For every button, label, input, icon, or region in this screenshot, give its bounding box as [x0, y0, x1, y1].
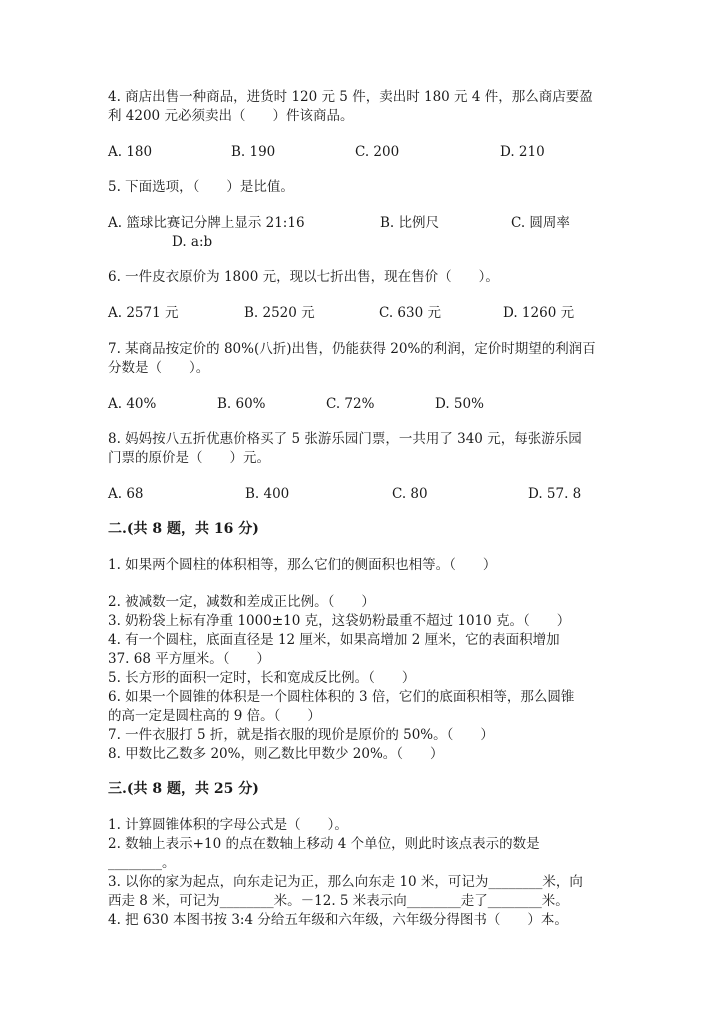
q6-option-b: B. 2520 元: [244, 305, 315, 321]
section2-line: 7. 一件衣服打 5 折，就是指衣服的现价是原价的 50%。（ ）: [108, 727, 494, 743]
section3-line: 2. 数轴上表示+10 的点在数轴上移动 4 个单位，则此时该点表示的数是: [108, 836, 540, 852]
q8-line1: 8. 妈妈按八五折优惠价格买了 5 张游乐园门票，一共用了 340 元，每张游乐园: [108, 431, 582, 447]
q6-option-d: D. 1260 元: [503, 305, 575, 321]
section2-line: 8. 甲数比乙数多 20%，则乙数比甲数少 20%。（ ）: [108, 746, 444, 762]
q7-option-d: D. 50%: [435, 396, 484, 412]
q7-option-c: C. 72%: [326, 396, 375, 412]
section3-line: 4. 把 630 本图书按 3:4 分给五年级和六年级，六年级分得图书（ ）本。: [108, 912, 568, 928]
q7-line2: 分数是（ ）。: [108, 360, 210, 376]
q6-option-a: A. 2571 元: [108, 305, 179, 321]
q5-line1: 5. 下面选项，（ ）是比值。: [108, 179, 294, 195]
section2-title: 二.(共 8 题，共 16 分): [108, 521, 259, 537]
q4-option-d: D. 210: [500, 144, 545, 160]
section3-line: ________。: [108, 855, 176, 871]
q4-option-a: A. 180: [108, 144, 153, 160]
q5-option-b: B. 比例尺: [380, 215, 440, 231]
q6-option-c: C. 630 元: [379, 305, 441, 321]
section2-line: 的高一定是圆柱高的 9 倍。（ ）: [108, 708, 321, 724]
section2-line: 37. 68 平方厘米。（ ）: [108, 651, 270, 667]
section2-line: 6. 如果一个圆锥的体积是一个圆柱体积的 3 倍，它们的底面积相等，那么圆锥: [108, 689, 575, 705]
section2-line: 1. 如果两个圆柱的体积相等，那么它们的侧面积也相等。（ ）: [108, 557, 497, 573]
q7-option-b: B. 60%: [217, 396, 266, 412]
q4-option-b: B. 190: [231, 144, 276, 160]
q7-option-a: A. 40%: [108, 396, 157, 412]
q8-option-a: A. 68: [108, 486, 144, 502]
q5-option-d: D. a:b: [172, 234, 213, 250]
q8-option-c: C. 80: [392, 486, 428, 502]
section2-line: 2. 被减数一定，减数和差成正比例。（ ）: [108, 594, 375, 610]
q5-option-a: A. 篮球比赛记分牌上显示 21:16: [108, 215, 305, 231]
q4-line1: 4. 商店出售一种商品，进货时 120 元 5 件，卖出时 180 元 4 件，那么商店要盈: [108, 89, 593, 105]
q4-option-c: C. 200: [355, 144, 400, 160]
section2-line: 3. 奶粉袋上标有净重 1000±10 克，这袋奶粉最重不超过 1010 克。（ ）: [108, 613, 571, 629]
section2-line: 5. 长方形的面积一定时，长和宽成反比例。（ ）: [108, 670, 416, 686]
q7-line1: 7. 某商品按定价的 80%(八折)出售，仍能获得 20%的利润，定价时期望的利润百: [108, 341, 596, 357]
q4-line2: 利 4200 元必须卖出（ ）件该商品。: [108, 108, 354, 124]
section3-line: 1. 计算圆锥体积的字母公式是（ ）。: [108, 817, 348, 833]
q8-line2: 门票的原价是（ ）元。: [108, 450, 270, 466]
section3-line: 西走 8 米，可记为________米。－12. 5 米表示向________走了________米。: [108, 893, 569, 909]
q6-line1: 6. 一件皮衣原价为 1800 元，现以七折出售，现在售价（ ）。: [108, 269, 499, 285]
q8-option-b: B. 400: [245, 486, 290, 502]
q8-option-d: D. 57. 8: [528, 486, 582, 502]
q5-option-c: C. 圆周率: [511, 215, 570, 231]
section3-line: 3. 以你的家为起点，向东走记为正，那么向东走 10 米，可记为________米，向: [108, 874, 583, 890]
section3-title: 三.(共 8 题，共 25 分): [108, 781, 259, 797]
section2-line: 4. 有一个圆柱，底面直径是 12 厘米，如果高增加 2 厘米，它的表面积增加: [108, 632, 560, 648]
